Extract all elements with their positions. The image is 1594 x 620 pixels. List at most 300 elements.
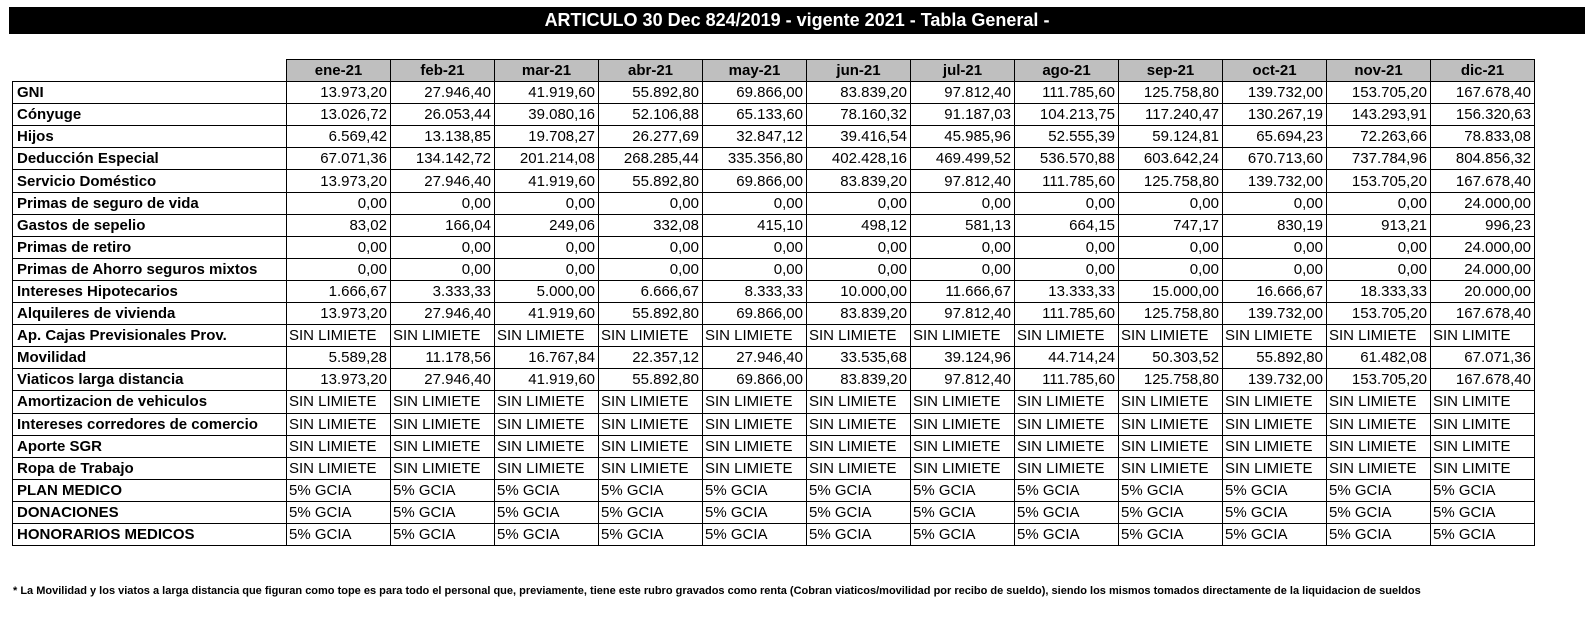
row-label: PLAN MEDICO bbox=[13, 479, 287, 501]
table-cell: 5% GCIA bbox=[495, 523, 599, 545]
table-cell: 0,00 bbox=[495, 192, 599, 214]
table-cell: 11.666,67 bbox=[911, 280, 1015, 302]
table-cell: 97.812,40 bbox=[911, 170, 1015, 192]
table-cell: SIN LIMIETE bbox=[1327, 457, 1431, 479]
table-cell: 5% GCIA bbox=[391, 501, 495, 523]
table-cell: SIN LIMITE bbox=[1431, 413, 1535, 435]
row-label: Primas de Ahorro seguros mixtos bbox=[13, 258, 287, 280]
table-cell: 20.000,00 bbox=[1431, 280, 1535, 302]
table-cell: 5% GCIA bbox=[1327, 501, 1431, 523]
table-cell: SIN LIMIETE bbox=[911, 391, 1015, 413]
table-row bbox=[13, 523, 1535, 545]
table-cell: SIN LIMIETE bbox=[391, 435, 495, 457]
table-cell: 111.785,60 bbox=[1015, 303, 1119, 325]
table-cell: 603.642,24 bbox=[1119, 148, 1223, 170]
table-cell: SIN LIMIETE bbox=[391, 391, 495, 413]
table-cell: 5% GCIA bbox=[599, 523, 703, 545]
row-label: Hijos bbox=[13, 126, 287, 148]
row-label: Amortizacion de vehiculos bbox=[13, 391, 287, 413]
table-cell: 5% GCIA bbox=[287, 479, 391, 501]
table-cell: 19.708,27 bbox=[495, 126, 599, 148]
table-cell: 5% GCIA bbox=[1327, 523, 1431, 545]
table-cell: 72.263,66 bbox=[1327, 126, 1431, 148]
table-cell: 59.124,81 bbox=[1119, 126, 1223, 148]
table-cell: 0,00 bbox=[599, 258, 703, 280]
table-cell: SIN LIMIETE bbox=[1015, 391, 1119, 413]
table-cell: SIN LIMITE bbox=[1431, 325, 1535, 347]
table-cell: SIN LIMIETE bbox=[495, 435, 599, 457]
table-cell: 0,00 bbox=[807, 192, 911, 214]
row-label: DONACIONES bbox=[13, 501, 287, 523]
table-cell: 5% GCIA bbox=[1015, 479, 1119, 501]
table-cell: 153.705,20 bbox=[1327, 303, 1431, 325]
table-cell: 13.973,20 bbox=[287, 303, 391, 325]
table-cell: SIN LIMIETE bbox=[703, 391, 807, 413]
table-cell: 0,00 bbox=[287, 236, 391, 258]
table-cell: 737.784,96 bbox=[1327, 148, 1431, 170]
table-cell: 332,08 bbox=[599, 214, 703, 236]
table-cell: 0,00 bbox=[1015, 236, 1119, 258]
table-cell: 69.866,00 bbox=[703, 170, 807, 192]
table-cell: 26.053,44 bbox=[391, 104, 495, 126]
table-cell: 5% GCIA bbox=[287, 501, 391, 523]
table-cell: SIN LIMIETE bbox=[599, 457, 703, 479]
row-label: Movilidad bbox=[13, 347, 287, 369]
table-cell: 0,00 bbox=[599, 192, 703, 214]
table-cell: SIN LIMIETE bbox=[911, 457, 1015, 479]
table-cell: 24.000,00 bbox=[1431, 236, 1535, 258]
table-cell: SIN LIMIETE bbox=[1327, 435, 1431, 457]
row-label: Ropa de Trabajo bbox=[13, 457, 287, 479]
table-cell: 5% GCIA bbox=[1119, 523, 1223, 545]
table-cell: 111.785,60 bbox=[1015, 82, 1119, 104]
table-cell: SIN LIMIETE bbox=[495, 391, 599, 413]
table-cell: 0,00 bbox=[1015, 192, 1119, 214]
table-cell: 153.705,20 bbox=[1327, 369, 1431, 391]
deductions-table bbox=[12, 59, 1535, 546]
table-cell: 39.416,54 bbox=[807, 126, 911, 148]
month-header: jul-21 bbox=[911, 60, 1015, 82]
month-header: mar-21 bbox=[495, 60, 599, 82]
table-cell: 45.985,96 bbox=[911, 126, 1015, 148]
table-cell: 830,19 bbox=[1223, 214, 1327, 236]
table-cell: 6.569,42 bbox=[287, 126, 391, 148]
table-cell: 69.866,00 bbox=[703, 303, 807, 325]
table-cell: SIN LIMIETE bbox=[287, 413, 391, 435]
table-cell: SIN LIMIETE bbox=[1327, 391, 1431, 413]
table-cell: SIN LIMIETE bbox=[1119, 457, 1223, 479]
table-cell: 5% GCIA bbox=[1431, 501, 1535, 523]
table-cell: 97.812,40 bbox=[911, 82, 1015, 104]
table-cell: 5% GCIA bbox=[703, 523, 807, 545]
table-cell: 83,02 bbox=[287, 214, 391, 236]
table-cell: SIN LIMIETE bbox=[1223, 325, 1327, 347]
table-cell: 0,00 bbox=[391, 192, 495, 214]
table-cell: 747,17 bbox=[1119, 214, 1223, 236]
month-header: sep-21 bbox=[1119, 60, 1223, 82]
table-cell: 52.555,39 bbox=[1015, 126, 1119, 148]
table-cell: SIN LIMIETE bbox=[1119, 391, 1223, 413]
table-cell: 0,00 bbox=[807, 258, 911, 280]
table-cell: SIN LIMIETE bbox=[495, 457, 599, 479]
table-cell: 41.919,60 bbox=[495, 82, 599, 104]
table-cell: 5% GCIA bbox=[703, 479, 807, 501]
table-cell: SIN LIMIETE bbox=[391, 457, 495, 479]
table-cell: 27.946,40 bbox=[391, 303, 495, 325]
table-cell: SIN LIMIETE bbox=[1015, 413, 1119, 435]
table-cell: 5% GCIA bbox=[287, 523, 391, 545]
table-cell: 111.785,60 bbox=[1015, 369, 1119, 391]
table-row bbox=[13, 435, 1535, 457]
table-cell: 111.785,60 bbox=[1015, 170, 1119, 192]
table-cell: 18.333,33 bbox=[1327, 280, 1431, 302]
row-label: Servicio Doméstico bbox=[13, 170, 287, 192]
table-row bbox=[13, 280, 1535, 302]
table-cell: 125.758,80 bbox=[1119, 303, 1223, 325]
table-cell: 5% GCIA bbox=[807, 501, 911, 523]
table-cell: 26.277,69 bbox=[599, 126, 703, 148]
table-cell: SIN LIMIETE bbox=[287, 457, 391, 479]
table-cell: 130.267,19 bbox=[1223, 104, 1327, 126]
table-cell: SIN LIMIETE bbox=[599, 435, 703, 457]
table-cell: 5% GCIA bbox=[807, 523, 911, 545]
table-cell: 5% GCIA bbox=[1431, 523, 1535, 545]
table-cell: 5.000,00 bbox=[495, 280, 599, 302]
table-cell: 0,00 bbox=[391, 236, 495, 258]
table-cell: 15.000,00 bbox=[1119, 280, 1223, 302]
row-label: Gastos de sepelio bbox=[13, 214, 287, 236]
table-cell: 41.919,60 bbox=[495, 303, 599, 325]
table-cell: 167.678,40 bbox=[1431, 170, 1535, 192]
table-cell: 67.071,36 bbox=[1431, 347, 1535, 369]
table-row bbox=[13, 369, 1535, 391]
table-row bbox=[13, 325, 1535, 347]
table-cell: 0,00 bbox=[1223, 192, 1327, 214]
month-header: jun-21 bbox=[807, 60, 911, 82]
table-cell: SIN LIMIETE bbox=[1119, 435, 1223, 457]
table-cell: 0,00 bbox=[599, 236, 703, 258]
table-cell: 5% GCIA bbox=[911, 523, 1015, 545]
table-cell: 39.080,16 bbox=[495, 104, 599, 126]
row-label: Primas de retiro bbox=[13, 236, 287, 258]
row-label: Primas de seguro de vida bbox=[13, 192, 287, 214]
table-cell: SIN LIMIETE bbox=[1223, 391, 1327, 413]
page-title: ARTICULO 30 Dec 824/2019 - vigente 2021 - Tabla General - bbox=[9, 7, 1585, 34]
table-cell: SIN LIMIETE bbox=[911, 413, 1015, 435]
table-cell: 0,00 bbox=[703, 258, 807, 280]
table-cell: SIN LIMIETE bbox=[1223, 413, 1327, 435]
table-cell: SIN LIMIETE bbox=[703, 413, 807, 435]
table-cell: 5.589,28 bbox=[287, 347, 391, 369]
table-cell: 27.946,40 bbox=[391, 369, 495, 391]
table-cell: 97.812,40 bbox=[911, 303, 1015, 325]
row-label: Viaticos larga distancia bbox=[13, 369, 287, 391]
table-cell: 22.357,12 bbox=[599, 347, 703, 369]
table-cell: 415,10 bbox=[703, 214, 807, 236]
table-cell: 0,00 bbox=[911, 236, 1015, 258]
table-cell: 670.713,60 bbox=[1223, 148, 1327, 170]
table-cell: 804.856,32 bbox=[1431, 148, 1535, 170]
table-row bbox=[13, 258, 1535, 280]
table-cell: 996,23 bbox=[1431, 214, 1535, 236]
table-cell: 469.499,52 bbox=[911, 148, 1015, 170]
table-row bbox=[13, 104, 1535, 126]
table-body bbox=[13, 82, 1535, 546]
table-cell: 5% GCIA bbox=[1015, 523, 1119, 545]
table-cell: 1.666,67 bbox=[287, 280, 391, 302]
table-cell: SIN LIMIETE bbox=[1015, 457, 1119, 479]
table-cell: 104.213,75 bbox=[1015, 104, 1119, 126]
table-cell: SIN LIMIETE bbox=[391, 413, 495, 435]
table-cell: 83.839,20 bbox=[807, 170, 911, 192]
table-cell: 5% GCIA bbox=[1015, 501, 1119, 523]
table-cell: 0,00 bbox=[1223, 258, 1327, 280]
table-cell: 0,00 bbox=[807, 236, 911, 258]
table-cell: 27.946,40 bbox=[703, 347, 807, 369]
table-cell: 5% GCIA bbox=[911, 479, 1015, 501]
table-cell: SIN LIMIETE bbox=[287, 325, 391, 347]
table-row bbox=[13, 192, 1535, 214]
table-cell: 55.892,80 bbox=[599, 82, 703, 104]
table-cell: 13.026,72 bbox=[287, 104, 391, 126]
table-cell: 65.694,23 bbox=[1223, 126, 1327, 148]
table-cell: 6.666,67 bbox=[599, 280, 703, 302]
table-cell: SIN LIMIETE bbox=[1223, 457, 1327, 479]
table-cell: 39.124,96 bbox=[911, 347, 1015, 369]
table-cell: 139.732,00 bbox=[1223, 170, 1327, 192]
table-cell: 5% GCIA bbox=[1327, 479, 1431, 501]
table-cell: 167.678,40 bbox=[1431, 82, 1535, 104]
table-cell: 156.320,63 bbox=[1431, 104, 1535, 126]
table-row bbox=[13, 457, 1535, 479]
table-row bbox=[13, 303, 1535, 325]
table-cell: 5% GCIA bbox=[495, 479, 599, 501]
table-cell: SIN LIMIETE bbox=[1327, 413, 1431, 435]
table-cell: 83.839,20 bbox=[807, 303, 911, 325]
table-cell: SIN LIMIETE bbox=[1015, 435, 1119, 457]
table-row bbox=[13, 479, 1535, 501]
table-cell: SIN LIMITE bbox=[1431, 435, 1535, 457]
table-cell: 27.946,40 bbox=[391, 170, 495, 192]
table-cell: 139.732,00 bbox=[1223, 369, 1327, 391]
table-cell: 83.839,20 bbox=[807, 82, 911, 104]
table-cell: 166,04 bbox=[391, 214, 495, 236]
table-cell: 33.535,68 bbox=[807, 347, 911, 369]
table-cell: 55.892,80 bbox=[599, 369, 703, 391]
table-cell: 125.758,80 bbox=[1119, 170, 1223, 192]
month-header: may-21 bbox=[703, 60, 807, 82]
table-cell: 5% GCIA bbox=[599, 501, 703, 523]
table-cell: 139.732,00 bbox=[1223, 303, 1327, 325]
table-cell: 153.705,20 bbox=[1327, 170, 1431, 192]
table-cell: 32.847,12 bbox=[703, 126, 807, 148]
table-cell: 67.071,36 bbox=[287, 148, 391, 170]
table-cell: SIN LIMIETE bbox=[807, 435, 911, 457]
table-cell: SIN LIMITE bbox=[1431, 391, 1535, 413]
table-cell: 69.866,00 bbox=[703, 369, 807, 391]
table-cell: 0,00 bbox=[1327, 258, 1431, 280]
table-cell: 5% GCIA bbox=[391, 523, 495, 545]
table-cell: 5% GCIA bbox=[1119, 501, 1223, 523]
table-cell: SIN LIMIETE bbox=[391, 325, 495, 347]
footnote: * La Movilidad y los viatos a larga distancia que figuran como tope es para todo el personal que, previamente, tiene este rubro gravados como renta (Cobran viaticos/movilidad por recibo de sueldo), siendo los mismos tomados directamente de la liquidacion de sueldos bbox=[13, 585, 1421, 597]
table-cell: 117.240,47 bbox=[1119, 104, 1223, 126]
table-cell: SIN LIMIETE bbox=[495, 325, 599, 347]
table-cell: SIN LIMIETE bbox=[911, 325, 1015, 347]
table-row bbox=[13, 148, 1535, 170]
table-cell: 201.214,08 bbox=[495, 148, 599, 170]
table-row bbox=[13, 501, 1535, 523]
table-cell: 44.714,24 bbox=[1015, 347, 1119, 369]
row-label: GNI bbox=[13, 82, 287, 104]
table-cell: 0,00 bbox=[911, 258, 1015, 280]
table-cell: 664,15 bbox=[1015, 214, 1119, 236]
table-cell: SIN LIMIETE bbox=[599, 413, 703, 435]
table-cell: 5% GCIA bbox=[495, 501, 599, 523]
table-cell: 125.758,80 bbox=[1119, 369, 1223, 391]
table-cell: 41.919,60 bbox=[495, 170, 599, 192]
table-cell: 0,00 bbox=[1327, 236, 1431, 258]
table-cell: 50.303,52 bbox=[1119, 347, 1223, 369]
table-cell: 13.973,20 bbox=[287, 170, 391, 192]
row-label: Intereses corredores de comercio bbox=[13, 413, 287, 435]
table-row bbox=[13, 126, 1535, 148]
table-cell: SIN LIMIETE bbox=[1119, 325, 1223, 347]
table-cell: 5% GCIA bbox=[1223, 479, 1327, 501]
table-cell: SIN LIMIETE bbox=[287, 435, 391, 457]
table-cell: 8.333,33 bbox=[703, 280, 807, 302]
table-cell: SIN LIMIETE bbox=[599, 391, 703, 413]
month-header: oct-21 bbox=[1223, 60, 1327, 82]
table-cell: 11.178,56 bbox=[391, 347, 495, 369]
table-cell: SIN LIMIETE bbox=[703, 325, 807, 347]
table-cell: 125.758,80 bbox=[1119, 82, 1223, 104]
table-cell: 0,00 bbox=[1327, 192, 1431, 214]
table-cell: 91.187,03 bbox=[911, 104, 1015, 126]
table-cell: 13.973,20 bbox=[287, 369, 391, 391]
table-cell: SIN LIMIETE bbox=[807, 413, 911, 435]
table-cell: 249,06 bbox=[495, 214, 599, 236]
table-cell: 24.000,00 bbox=[1431, 258, 1535, 280]
table-cell: 335.356,80 bbox=[703, 148, 807, 170]
table-cell: SIN LIMIETE bbox=[807, 325, 911, 347]
month-header: ene-21 bbox=[287, 60, 391, 82]
table-cell: SIN LIMIETE bbox=[807, 391, 911, 413]
table-cell: 0,00 bbox=[287, 192, 391, 214]
table-row bbox=[13, 391, 1535, 413]
table-cell: SIN LIMIETE bbox=[911, 435, 1015, 457]
table-cell: 0,00 bbox=[703, 236, 807, 258]
row-label: HONORARIOS MEDICOS bbox=[13, 523, 287, 545]
table-cell: 913,21 bbox=[1327, 214, 1431, 236]
table-cell: SIN LIMIETE bbox=[1327, 325, 1431, 347]
table-cell: SIN LIMIETE bbox=[1119, 413, 1223, 435]
table-cell: 97.812,40 bbox=[911, 369, 1015, 391]
table-cell: 167.678,40 bbox=[1431, 369, 1535, 391]
row-label: Deducción Especial bbox=[13, 148, 287, 170]
table-cell: 402.428,16 bbox=[807, 148, 911, 170]
row-label: Cónyuge bbox=[13, 104, 287, 126]
table-cell: 41.919,60 bbox=[495, 369, 599, 391]
table-cell: SIN LIMIETE bbox=[1015, 325, 1119, 347]
table-cell: 5% GCIA bbox=[1431, 479, 1535, 501]
table-cell: 5% GCIA bbox=[807, 479, 911, 501]
month-header: ago-21 bbox=[1015, 60, 1119, 82]
row-label: Aporte SGR bbox=[13, 435, 287, 457]
table-row bbox=[13, 236, 1535, 258]
table-cell: 61.482,08 bbox=[1327, 347, 1431, 369]
table-cell: 10.000,00 bbox=[807, 280, 911, 302]
table-cell: 5% GCIA bbox=[703, 501, 807, 523]
corner-cell bbox=[13, 60, 287, 82]
table-cell: SIN LIMITE bbox=[1431, 457, 1535, 479]
table-cell: 16.767,84 bbox=[495, 347, 599, 369]
table-cell: 0,00 bbox=[1223, 236, 1327, 258]
table-cell: 5% GCIA bbox=[1223, 523, 1327, 545]
table-cell: 13.333,33 bbox=[1015, 280, 1119, 302]
table-row bbox=[13, 413, 1535, 435]
table-cell: 5% GCIA bbox=[911, 501, 1015, 523]
table-cell: 24.000,00 bbox=[1431, 192, 1535, 214]
header-row bbox=[13, 60, 1535, 82]
table-cell: SIN LIMIETE bbox=[807, 457, 911, 479]
table-cell: 0,00 bbox=[495, 258, 599, 280]
table-cell: SIN LIMIETE bbox=[495, 413, 599, 435]
table-cell: 5% GCIA bbox=[1223, 501, 1327, 523]
table-cell: SIN LIMIETE bbox=[287, 391, 391, 413]
table-cell: SIN LIMIETE bbox=[1223, 435, 1327, 457]
table-cell: 167.678,40 bbox=[1431, 303, 1535, 325]
month-header: feb-21 bbox=[391, 60, 495, 82]
row-label: Alquileres de vivienda bbox=[13, 303, 287, 325]
table-cell: 55.892,80 bbox=[599, 303, 703, 325]
table-cell: 0,00 bbox=[1119, 236, 1223, 258]
table-cell: 153.705,20 bbox=[1327, 82, 1431, 104]
table-cell: 16.666,67 bbox=[1223, 280, 1327, 302]
table-cell: 0,00 bbox=[911, 192, 1015, 214]
month-header: abr-21 bbox=[599, 60, 703, 82]
table-cell: 0,00 bbox=[1119, 258, 1223, 280]
table-cell: 0,00 bbox=[391, 258, 495, 280]
table-cell: 78.833,08 bbox=[1431, 126, 1535, 148]
table-cell: 5% GCIA bbox=[391, 479, 495, 501]
table-cell: 13.973,20 bbox=[287, 82, 391, 104]
table-cell: SIN LIMIETE bbox=[703, 457, 807, 479]
table-cell: 5% GCIA bbox=[599, 479, 703, 501]
table-cell: 13.138,85 bbox=[391, 126, 495, 148]
table-row bbox=[13, 214, 1535, 236]
table-cell: 83.839,20 bbox=[807, 369, 911, 391]
table-cell: 3.333,33 bbox=[391, 280, 495, 302]
table-cell: 78.160,32 bbox=[807, 104, 911, 126]
table-cell: 69.866,00 bbox=[703, 82, 807, 104]
table-cell: 5% GCIA bbox=[1119, 479, 1223, 501]
table-row bbox=[13, 82, 1535, 104]
table-cell: 52.106,88 bbox=[599, 104, 703, 126]
table-cell: SIN LIMIETE bbox=[703, 435, 807, 457]
table-cell: 55.892,80 bbox=[599, 170, 703, 192]
table-cell: 268.285,44 bbox=[599, 148, 703, 170]
table-cell: 0,00 bbox=[287, 258, 391, 280]
table-cell: 143.293,91 bbox=[1327, 104, 1431, 126]
table-cell: SIN LIMIETE bbox=[599, 325, 703, 347]
table-cell: 27.946,40 bbox=[391, 82, 495, 104]
table-cell: 65.133,60 bbox=[703, 104, 807, 126]
table-cell: 55.892,80 bbox=[1223, 347, 1327, 369]
table-cell: 134.142,72 bbox=[391, 148, 495, 170]
table-cell: 0,00 bbox=[495, 236, 599, 258]
row-label: Intereses Hipotecarios bbox=[13, 280, 287, 302]
